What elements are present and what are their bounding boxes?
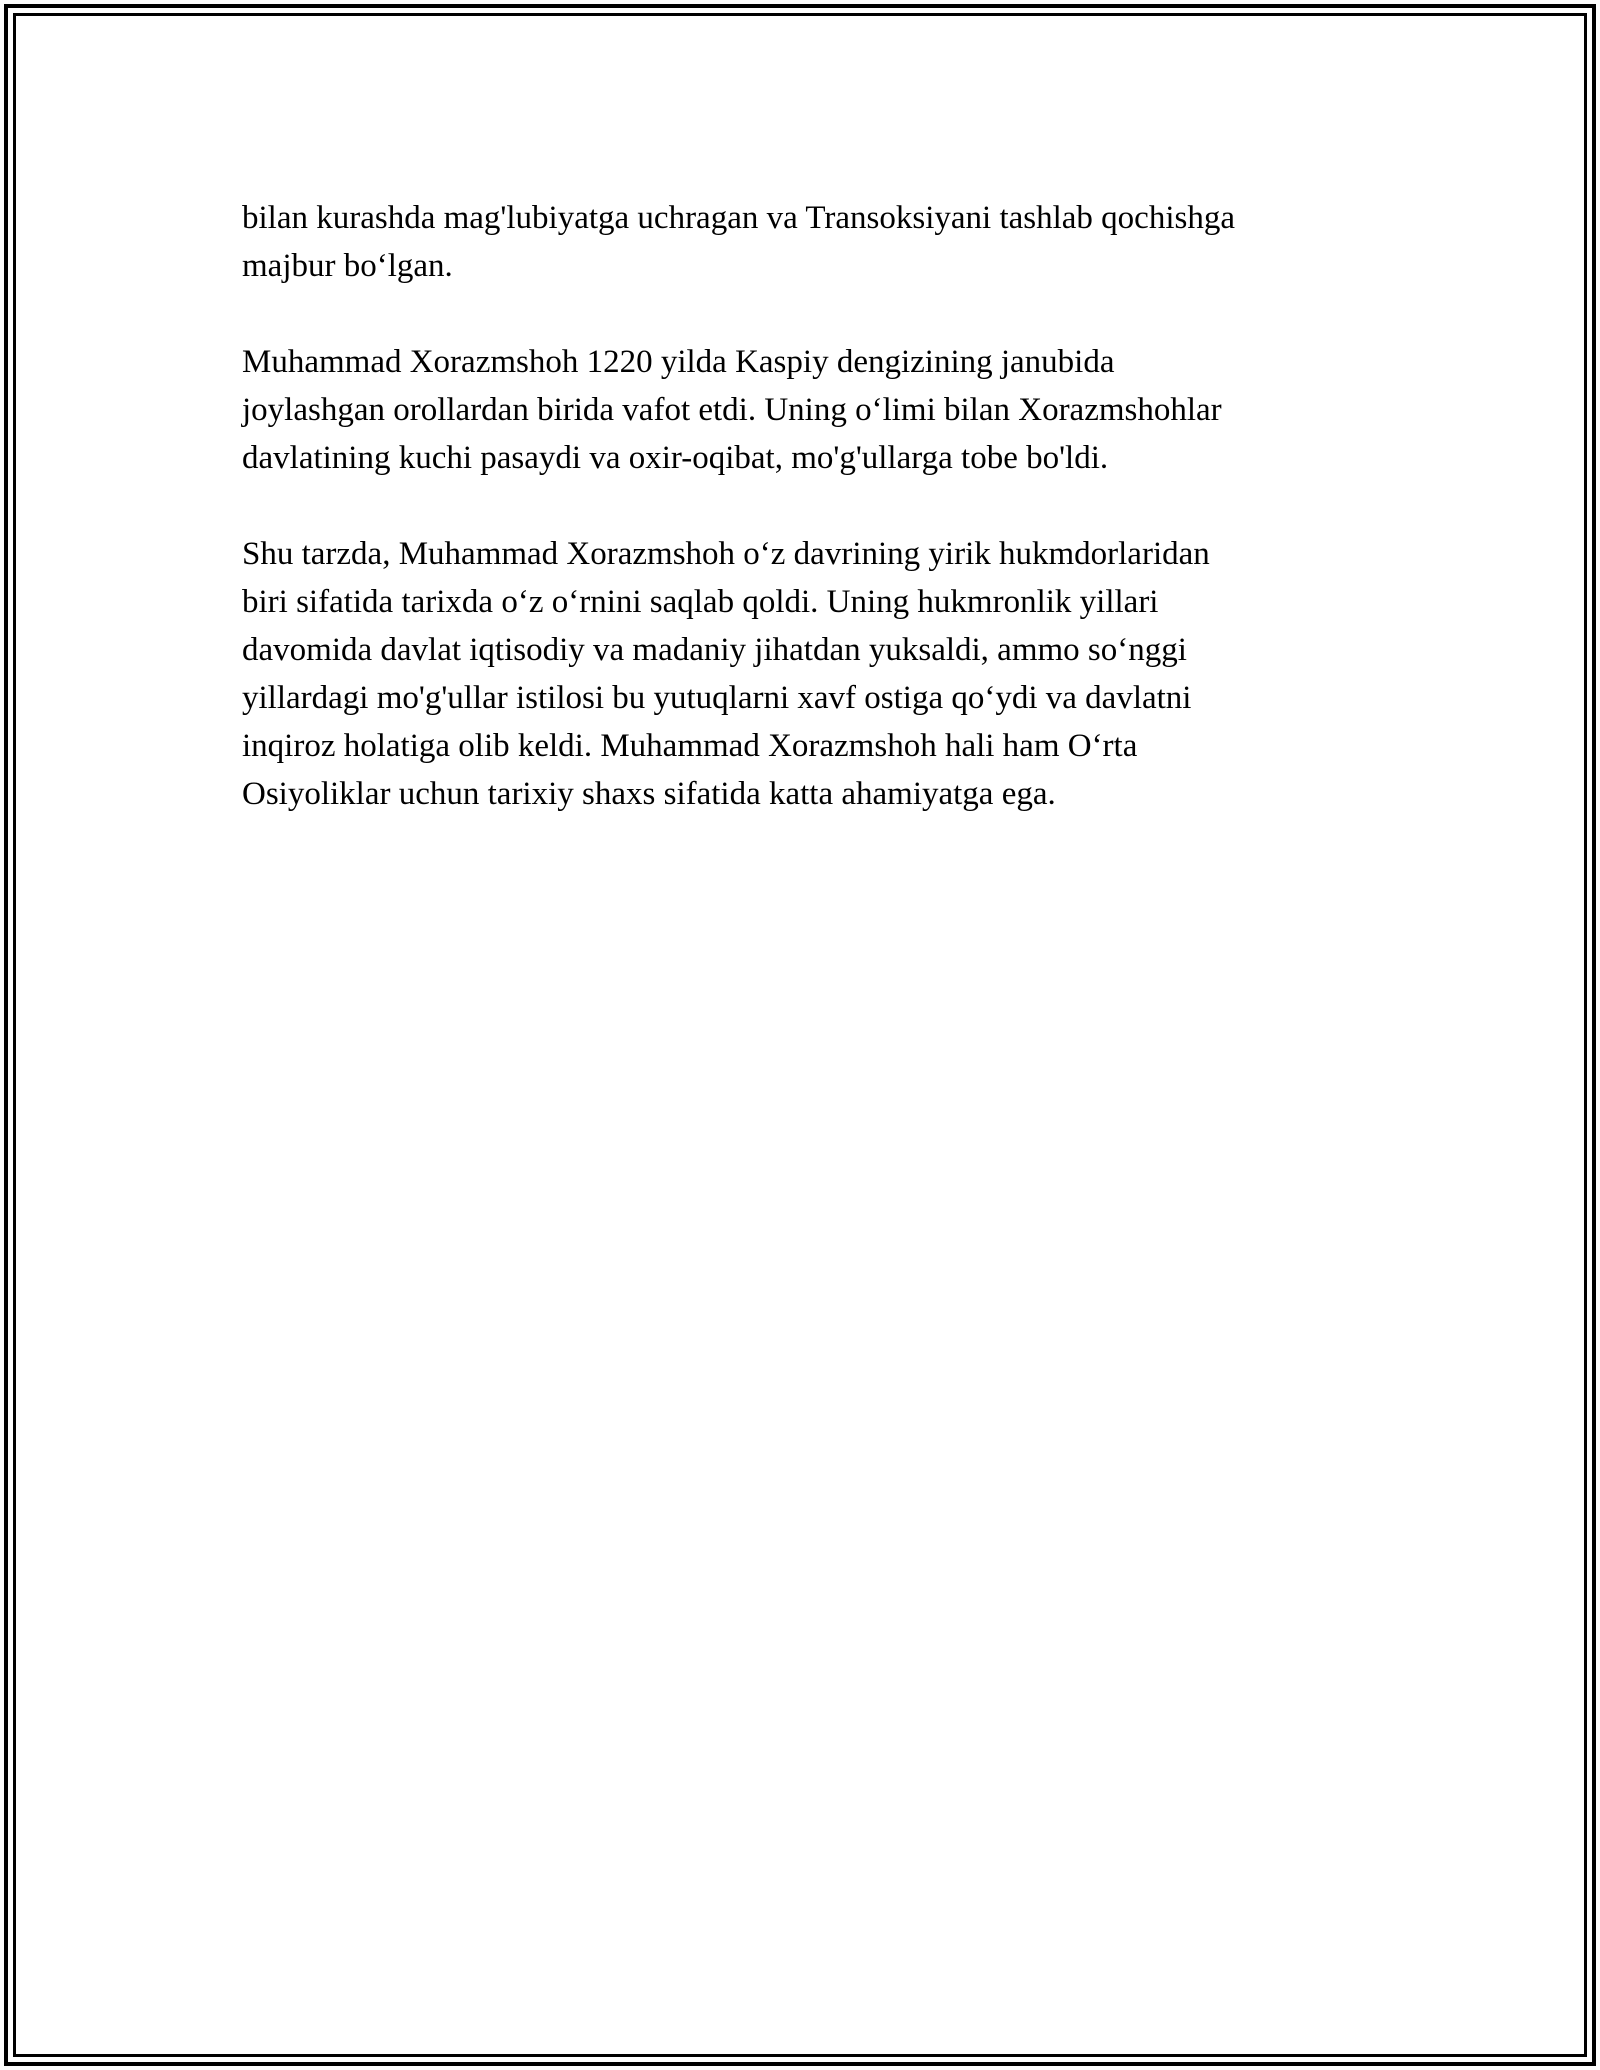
text-line: Shu tarzda, Muhammad Xorazmshoh o‘z davrining yirik hukmdorlaridan <box>242 536 1210 572</box>
document-body <box>242 194 1382 866</box>
paragraph-1 <box>242 194 1382 290</box>
text-line: inqiroz holatiga olib keldi. Muhammad Xorazmshoh hali ham O‘rta <box>242 728 1138 764</box>
text-line: Osiyoliklar uchun tarixiy shaxs sifatida katta ahamiyatga ega. <box>242 776 1056 812</box>
text-line: majbur bo‘lgan. <box>242 248 453 284</box>
text-line: bilan kurashda mag'lubiyatga uchragan va Transoksiyani tashlab qochishga <box>242 200 1235 236</box>
text-line: davlatining kuchi pasaydi va oxir-oqibat, mo'g'ullarga tobe bo'ldi. <box>242 440 1109 476</box>
text-line: joylashgan orollardan birida vafot etdi. Uning o‘limi bilan Xorazmshohlar <box>242 392 1222 428</box>
text-line: biri sifatida tarixda o‘z o‘rnini saqlab qoldi. Uning hukmronlik yillari <box>242 584 1159 620</box>
paragraph-2 <box>242 338 1382 482</box>
paragraph-3 <box>242 530 1382 818</box>
document-page <box>4 4 1596 2066</box>
text-line: Muhammad Xorazmshoh 1220 yilda Kaspiy dengizining janubida <box>242 344 1115 380</box>
text-line: davomida davlat iqtisodiy va madaniy jihatdan yuksaldi, ammo so‘nggi <box>242 632 1187 668</box>
text-line: yillardagi mo'g'ullar istilosi bu yutuqlarni xavf ostiga qo‘ydi va davlatni <box>242 680 1192 716</box>
